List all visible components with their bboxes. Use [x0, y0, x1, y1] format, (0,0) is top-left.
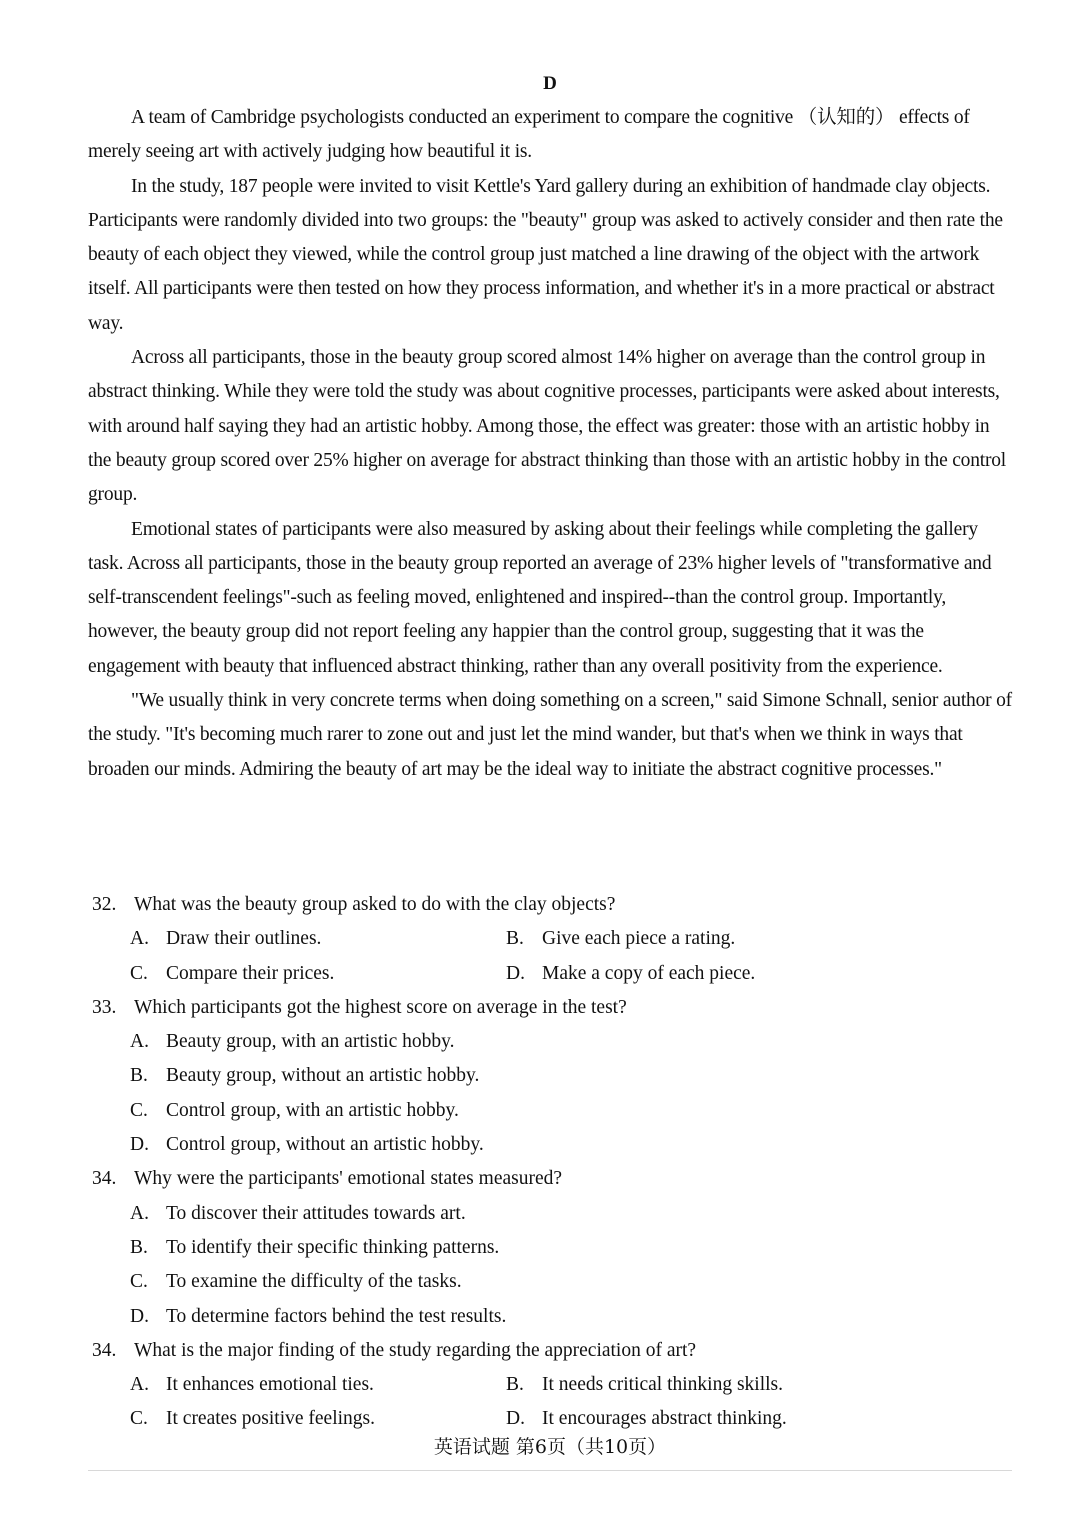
option-letter: A.: [130, 1202, 149, 1224]
question: [88, 1334, 1012, 1437]
option-b[interactable]: [130, 1231, 1012, 1265]
option-a[interactable]: [130, 1025, 1012, 1059]
option-letter: A.: [130, 928, 149, 950]
option-letter: C.: [130, 1271, 148, 1293]
option-list: [88, 1197, 1012, 1334]
option-letter: D.: [506, 962, 525, 984]
option-text: It needs critical thinking skills.: [542, 1374, 783, 1396]
question-stem: [88, 1162, 1012, 1196]
question-number: 32.: [92, 894, 117, 915]
question: [88, 888, 1012, 991]
question-list: [88, 888, 1012, 1437]
option-letter: A.: [130, 1031, 149, 1053]
option-text: To determine factors behind the test results.: [166, 1305, 507, 1327]
option-letter: C.: [130, 1099, 148, 1121]
option-d[interactable]: [506, 957, 906, 991]
option-b[interactable]: [506, 1368, 906, 1402]
option-letter: A.: [130, 1374, 149, 1396]
option-text: Control group, without an artistic hobby.: [166, 1134, 484, 1156]
option-list: [88, 1368, 1012, 1437]
page-footer: 英语试题 第6页（共10页）: [433, 1436, 667, 1458]
option-text: To examine the difficulty of the tasks.: [166, 1271, 462, 1293]
option-text: It encourages abstract thinking.: [542, 1408, 787, 1430]
option-text: It enhances emotional ties.: [166, 1374, 374, 1396]
question: [88, 1162, 1012, 1333]
question-stem: [88, 888, 1012, 922]
option-text: It creates positive feelings.: [166, 1408, 376, 1430]
option-letter: C.: [130, 962, 148, 984]
section-heading: D: [543, 73, 557, 94]
question-text: What is the major finding of the study regarding the appreciation of art?: [134, 1339, 697, 1361]
option-a[interactable]: [130, 922, 506, 956]
question-text: Which participants got the highest score on average in the test?: [134, 996, 627, 1018]
option-list: [88, 1025, 1012, 1162]
question-number: 34.: [92, 1168, 117, 1190]
passage-paragraph: Emotional states of participants were also measured by asking about their feelings while completing the gallery task. Across all participants, those in the beauty group reported an average of 23% higher levels of "transformative and self-transcendent feelings"-such as feeling moved, enlightened and inspired--than the control group. Importantly, however, the beauty group did not report feeling any happier than the control group, suggesting that it was the engagement with beauty that influenced abstract thinking, rather than any overall positivity from the experience.: [88, 518, 992, 677]
passage-paragraph: In the study, 187 people were invited to visit Kettle's Yard gallery during an exhibition of handmade clay objects. Participants were randomly divided into two groups: the "beauty" group was asked to actively consider and then rate the beauty of each object they viewed, while the control group just matched a line drawing of the object with the artwork itself. All participants were then tested on how they process information, and whether it's in a more practical or abstract way.: [88, 175, 1003, 334]
option-a[interactable]: [130, 1368, 506, 1402]
exam-page: [88, 70, 1012, 1471]
option-letter: C.: [130, 1408, 148, 1430]
question: [88, 991, 1012, 1162]
option-text: To identify their specific thinking patterns.: [166, 1236, 500, 1258]
question-stem: [88, 991, 1012, 1025]
option-c[interactable]: [130, 957, 506, 991]
option-b[interactable]: [130, 1059, 1012, 1093]
option-text: To discover their attitudes towards art.: [166, 1202, 466, 1224]
option-text: Beauty group, with an artistic hobby.: [166, 1031, 455, 1053]
passage-paragraph: "We usually think in very concrete terms when doing something on a screen," said Simone Schnall, senior author of the study. "It's becoming much rarer to zone out and just let the mind wander, but that's when we think in ways that broaden our minds. Admiring the beauty of art may be the ideal way to initiate the abstract cognitive processes.": [88, 690, 1012, 780]
option-letter: B.: [130, 1236, 148, 1258]
question-stem: [88, 1334, 1012, 1368]
passage-paragraph: A team of Cambridge psychologists conducted an experiment to compare the cognitive （认知的） effects of merely seeing art with actively judging how beautiful it is.: [88, 107, 970, 163]
option-list: [88, 922, 1012, 991]
option-d[interactable]: [130, 1300, 1012, 1334]
option-d[interactable]: [130, 1128, 1012, 1162]
option-text: Compare their prices.: [166, 962, 335, 984]
option-letter: B.: [506, 1374, 524, 1396]
passage-paragraph: Across all participants, those in the beauty group scored almost 14% higher on average than the control group in abstract thinking. While they were told the study was about cognitive processes, participants were asked about interests, with around half saying they had an artistic hobby. Among those, the effect was greater: those with an artistic hobby in the beauty group scored over 25% higher on average for abstract thinking than those with an artistic hobby in the control group.: [88, 347, 1007, 506]
option-text: Give each piece a rating.: [542, 928, 736, 950]
option-letter: D.: [130, 1305, 149, 1327]
option-text: Control group, with an artistic hobby.: [166, 1099, 459, 1121]
option-letter: D.: [130, 1134, 149, 1156]
question-text: Why were the participants' emotional states measured?: [134, 1168, 563, 1190]
question-text: What was the beauty group asked to do with the clay objects?: [134, 894, 616, 915]
option-a[interactable]: [130, 1197, 1012, 1231]
option-letter: D.: [506, 1408, 525, 1430]
question-number: 34.: [92, 1339, 117, 1361]
option-text: Make a copy of each piece.: [542, 962, 756, 984]
option-text: Draw their outlines.: [166, 928, 322, 950]
option-letter: B.: [506, 928, 524, 950]
option-c[interactable]: [130, 1265, 1012, 1299]
option-text: Beauty group, without an artistic hobby.: [166, 1065, 480, 1087]
question-number: 33.: [92, 996, 117, 1018]
option-c[interactable]: [130, 1094, 1012, 1128]
option-b[interactable]: [506, 922, 906, 956]
reading-passage: [88, 101, 1012, 787]
option-letter: B.: [130, 1065, 148, 1087]
